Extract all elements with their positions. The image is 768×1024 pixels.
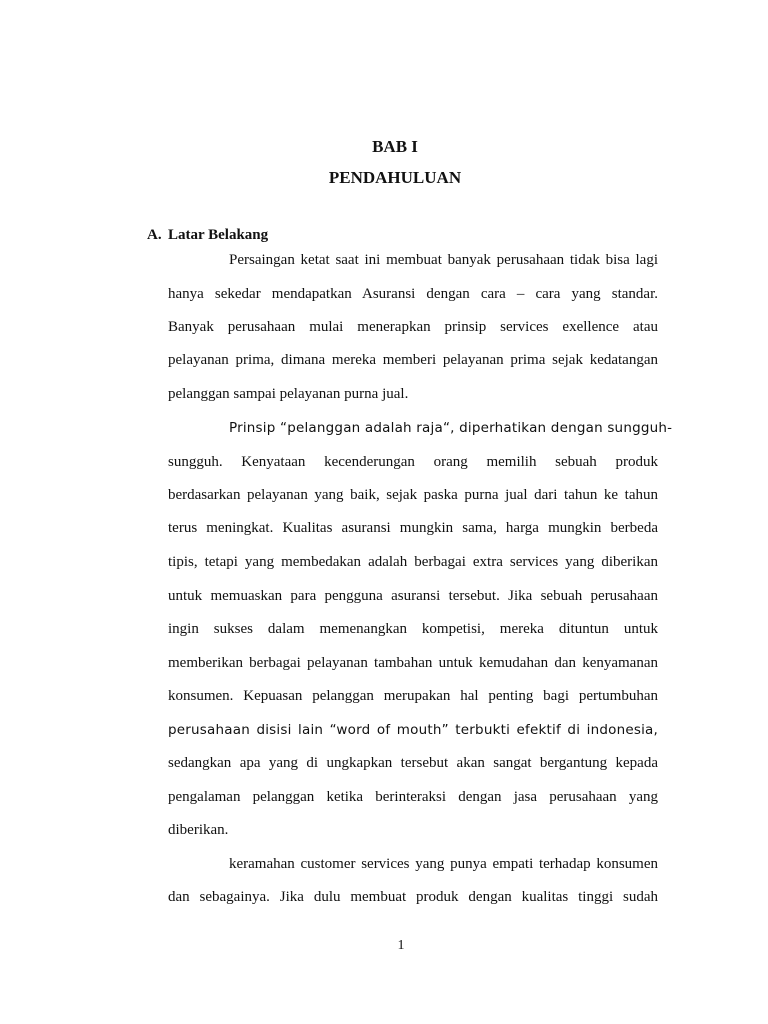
paragraph-line: pelanggan sampai pelayanan purna jual. [168,386,409,402]
paragraph-line: pelayanan prima, dimana mereka memberi pelayanan prima sejak kedatangan [168,352,658,368]
paragraph-line: sungguh. Kenyataan kecenderungan orang memilih sebuah produk [168,454,658,470]
chapter-title: PENDAHULUAN [328,168,462,187]
section-heading [147,226,268,244]
paragraph-line: perusahaan disisi lain “word of mouth” terbukti efektif di indonesia, [168,722,658,738]
page-number: 1 [397,938,405,953]
paragraph-line: Prinsip “pelanggan adalah raja“, diperhatikan dengan sungguh- [229,420,673,436]
paragraph-line: pengalaman pelanggan ketika berinteraksi dengan jasa perusahaan yang [168,789,658,805]
chapter-number: BAB I [372,137,418,156]
section-title: Latar Belakang [168,227,269,243]
paragraph-line: memberikan berbagai pelayanan tambahan untuk kemudahan dan kenyamanan [168,655,658,671]
paragraph-line: dan sebagainya. Jika dulu membuat produk dengan kualitas tinggi sudah [168,889,658,905]
section-letter: A. [147,227,162,243]
paragraph-line: tipis, tetapi yang membedakan adalah berbagai extra services yang diberikan [168,554,658,570]
paragraph-line: Persaingan ketat saat ini membuat banyak perusahaan tidak bisa lagi [229,252,658,268]
paragraph-line: berdasarkan pelayanan yang baik, sejak paska purna jual dari tahun ke tahun [168,487,658,503]
paragraph-line: hanya sekedar mendapatkan Asuransi dengan cara – cara yang standar. [168,286,658,302]
paragraph-line: Banyak perusahaan mulai menerapkan prinsip services exellence atau [168,319,658,335]
paragraph-line: terus meningkat. Kualitas asuransi mungkin sama, harga mungkin berbeda [168,520,658,536]
paragraph-line: konsumen. Kepuasan pelanggan merupakan hal penting bagi pertumbuhan [168,688,658,704]
paragraph-line: untuk memuaskan para pengguna asuransi tersebut. Jika sebuah perusahaan [168,588,658,604]
paragraph-line: keramahan customer services yang punya empati terhadap konsumen [229,856,658,872]
paragraph-line: sedangkan apa yang di ungkapkan tersebut akan sangat bergantung kepada [168,755,658,771]
paragraph-line: ingin sukses dalam memenangkan kompetisi, mereka dituntun untuk [168,621,658,637]
paragraph-line: diberikan. [168,822,229,838]
